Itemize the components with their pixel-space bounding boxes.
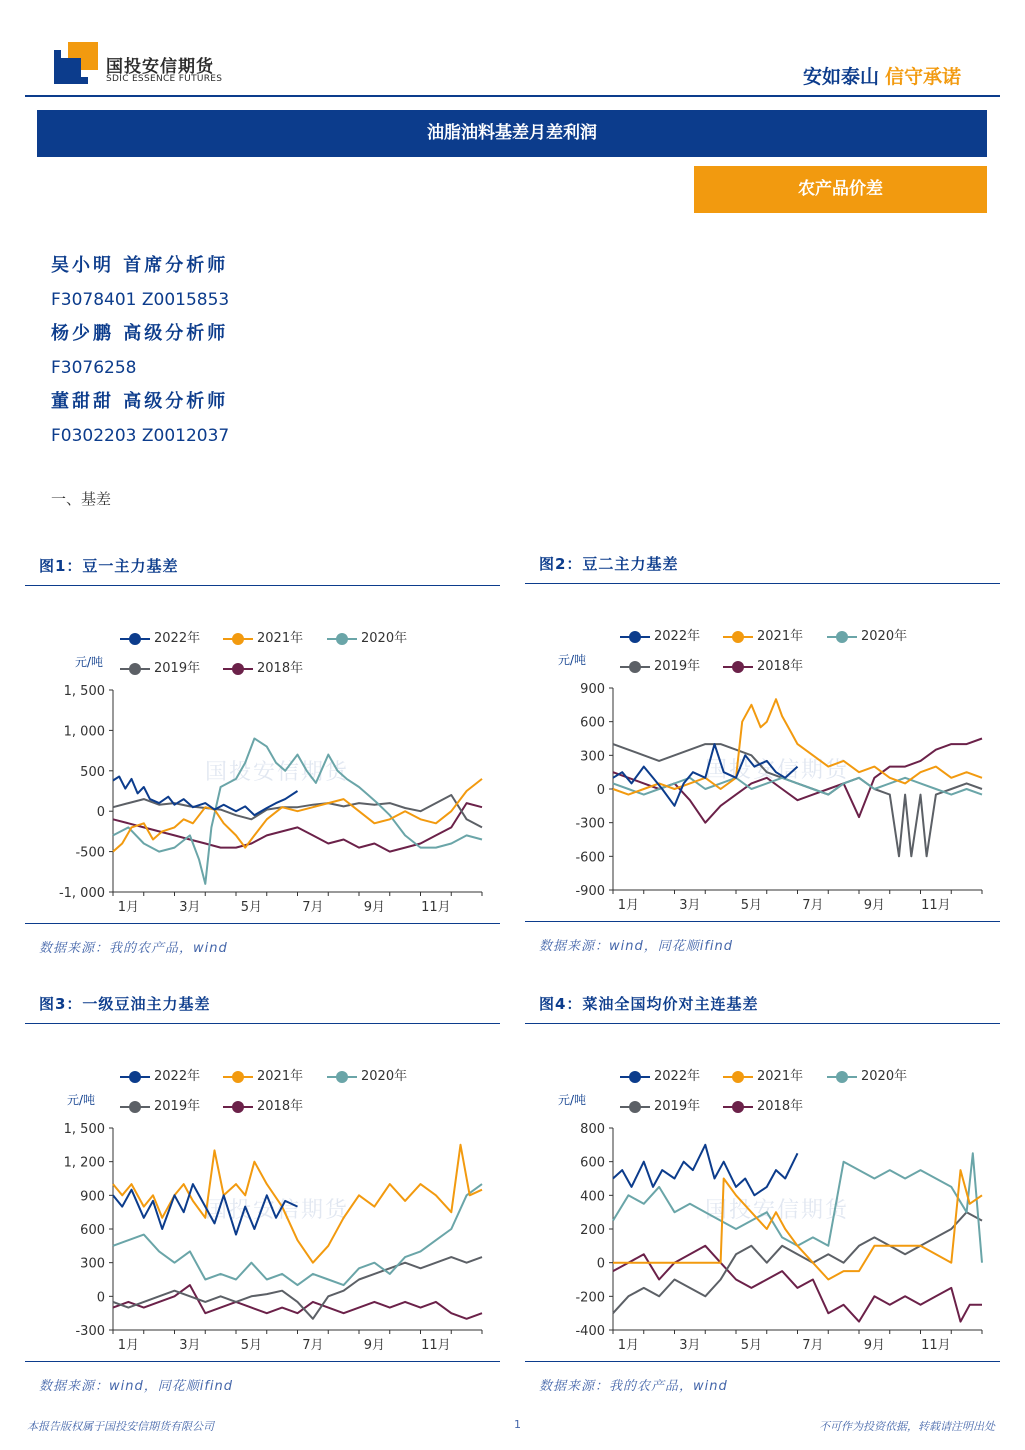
y-tick-label: -400 bbox=[575, 1324, 605, 1339]
x-tick-label: 5月 bbox=[240, 900, 263, 915]
report-title: 油脂油料基差月差利润 bbox=[37, 110, 987, 157]
legend-label: 2020年 bbox=[361, 631, 408, 646]
chart-source: 数据来源：wind，同花顺ifind bbox=[539, 939, 734, 954]
series-line-2020 bbox=[113, 1184, 482, 1285]
chart-rule-bottom bbox=[525, 921, 1000, 922]
chart-plot bbox=[525, 1033, 1000, 1359]
chart-rule-top bbox=[525, 583, 1000, 584]
y-tick-label: 400 bbox=[580, 1189, 605, 1205]
company-logo bbox=[54, 42, 98, 84]
chart-title: 图3：一级豆油主力基差 bbox=[39, 995, 211, 1013]
x-tick-label: 3月 bbox=[179, 900, 201, 915]
y-tick-label: 200 bbox=[580, 1223, 605, 1238]
x-tick-label: 9月 bbox=[863, 898, 886, 913]
legend-label: 2022年 bbox=[654, 629, 701, 644]
y-tick-label: 0 bbox=[596, 783, 605, 798]
y-tick-label: 600 bbox=[580, 1155, 605, 1171]
chart-panel-4 bbox=[525, 993, 1000, 1403]
legend-label: 2020年 bbox=[361, 1069, 408, 1084]
y-tick-label: 900 bbox=[80, 1189, 105, 1205]
analyst-ids: F3078401 Z0015853 bbox=[51, 290, 230, 310]
x-tick-label: 7月 bbox=[802, 898, 824, 913]
x-tick-label: 11月 bbox=[921, 898, 951, 913]
slogan bbox=[803, 62, 961, 89]
analyst-list bbox=[51, 252, 229, 456]
y-tick-label: 300 bbox=[80, 1256, 105, 1272]
y-tick-label: 0 bbox=[96, 805, 105, 821]
x-tick-label: 5月 bbox=[240, 1338, 263, 1353]
analyst-name: 董甜甜 高级分析师 bbox=[51, 391, 229, 412]
x-tick-label: 1月 bbox=[117, 1338, 140, 1353]
y-tick-label: 600 bbox=[580, 715, 605, 731]
category-tag: 农产品价差 bbox=[694, 166, 987, 213]
legend-label: 2022年 bbox=[654, 1069, 701, 1084]
x-tick-label: 5月 bbox=[740, 1338, 763, 1353]
y-tick-label: 600 bbox=[80, 1223, 105, 1238]
y-tick-label: -500 bbox=[75, 845, 105, 861]
x-tick-label: 5月 bbox=[740, 898, 763, 913]
x-tick-label: 3月 bbox=[679, 898, 701, 913]
y-tick-label: -1, 000 bbox=[58, 886, 105, 901]
chart-panel-1 bbox=[25, 555, 500, 965]
y-tick-label: -900 bbox=[575, 884, 605, 899]
legend-label: 2020年 bbox=[861, 1069, 908, 1084]
x-tick-label: 1月 bbox=[117, 900, 140, 915]
series-line-2018 bbox=[613, 739, 982, 823]
chart-unit: 元/吨 bbox=[558, 653, 587, 667]
slogan-part-a: 安如泰山 bbox=[802, 66, 879, 88]
series-line-2022 bbox=[613, 1145, 798, 1196]
y-tick-label: 300 bbox=[580, 749, 605, 765]
legend-label: 2018年 bbox=[257, 1099, 304, 1114]
legend-label: 2022年 bbox=[154, 631, 201, 646]
x-tick-label: 11月 bbox=[921, 1338, 951, 1353]
series-line-2021 bbox=[613, 699, 982, 794]
legend-label: 2019年 bbox=[654, 1099, 701, 1114]
y-tick-label: 1, 000 bbox=[63, 724, 105, 740]
analyst-ids: F0302203 Z0012037 bbox=[51, 426, 230, 446]
y-tick-label: -600 bbox=[575, 850, 605, 866]
legend-label: 2021年 bbox=[757, 1069, 804, 1084]
legend-label: 2022年 bbox=[154, 1069, 201, 1084]
chart-unit: 元/吨 bbox=[67, 1093, 96, 1107]
footer-copyright: 本报告版权属于国投安信期货有限公司 bbox=[27, 1420, 214, 1433]
x-tick-label: 9月 bbox=[863, 1338, 886, 1353]
legend-label: 2019年 bbox=[154, 661, 201, 676]
series-line-2022 bbox=[113, 1184, 298, 1235]
analyst-name: 杨少鹏 高级分析师 bbox=[51, 323, 229, 344]
series-line-2021 bbox=[113, 1145, 482, 1263]
legend-label: 2019年 bbox=[154, 1099, 201, 1114]
chart-rule-bottom bbox=[525, 1361, 1000, 1362]
x-tick-label: 7月 bbox=[302, 900, 324, 915]
y-tick-label: 0 bbox=[96, 1290, 105, 1306]
x-tick-label: 11月 bbox=[421, 900, 451, 915]
x-tick-label: 1月 bbox=[617, 898, 640, 913]
legend-label: 2018年 bbox=[757, 1099, 804, 1114]
analyst-name: 吴小明 首席分析师 bbox=[51, 255, 229, 276]
y-tick-label: 900 bbox=[580, 682, 605, 697]
chart-title: 图1：豆一主力基差 bbox=[39, 557, 179, 575]
chart-title: 图2：豆二主力基差 bbox=[539, 555, 679, 573]
y-tick-label: -200 bbox=[575, 1290, 605, 1306]
chart-plot bbox=[25, 1033, 500, 1359]
series-line-2021 bbox=[613, 1170, 982, 1279]
slogan-part-b: 信守承诺 bbox=[884, 66, 961, 88]
analyst-ids: F3076258 bbox=[51, 358, 137, 378]
x-tick-label: 9月 bbox=[363, 900, 386, 915]
chart-unit: 元/吨 bbox=[558, 1093, 587, 1107]
chart-source: 数据来源：我的农产品，wind bbox=[539, 1379, 728, 1394]
header-divider bbox=[25, 95, 1000, 97]
chart-panel-3 bbox=[25, 993, 500, 1403]
x-tick-label: 11月 bbox=[421, 1338, 451, 1353]
y-tick-label: 1, 200 bbox=[63, 1155, 105, 1171]
y-tick-label: 1, 500 bbox=[63, 1122, 105, 1137]
y-tick-label: 800 bbox=[580, 1122, 605, 1137]
legend-label: 2018年 bbox=[257, 661, 304, 676]
series-line-2018 bbox=[613, 1246, 982, 1322]
y-tick-label: -300 bbox=[75, 1324, 105, 1339]
watermark: 国投安信期货 bbox=[705, 758, 850, 783]
x-tick-label: 3月 bbox=[179, 1338, 201, 1353]
brand-name-en: SDIC ESSENCE FUTURES bbox=[106, 74, 223, 84]
legend-label: 2021年 bbox=[757, 629, 804, 644]
y-tick-label: 1, 500 bbox=[63, 684, 105, 699]
chart-rule-bottom bbox=[25, 923, 500, 924]
x-tick-label: 1月 bbox=[617, 1338, 640, 1353]
chart-rule-top bbox=[25, 585, 500, 586]
chart-source: 数据来源：wind，同花顺ifind bbox=[39, 1379, 234, 1394]
watermark: 国投安信期货 bbox=[205, 760, 350, 785]
legend-label: 2020年 bbox=[861, 629, 908, 644]
legend-label: 2018年 bbox=[757, 659, 804, 674]
legend-label: 2021年 bbox=[257, 631, 304, 646]
brand-name-cn: 国投安信期货 bbox=[106, 57, 214, 77]
page-number: 1 bbox=[514, 1418, 521, 1431]
watermark: 国投安信期货 bbox=[705, 1198, 850, 1223]
x-tick-label: 7月 bbox=[802, 1338, 824, 1353]
x-tick-label: 9月 bbox=[363, 1338, 386, 1353]
chart-plot bbox=[525, 593, 1000, 919]
chart-panel-2 bbox=[525, 553, 1000, 963]
legend-label: 2019年 bbox=[654, 659, 701, 674]
x-tick-label: 7月 bbox=[302, 1338, 324, 1353]
chart-rule-bottom bbox=[25, 1361, 500, 1362]
chart-plot bbox=[25, 595, 500, 921]
footer-disclaimer: 不可作为投资依据，转载请注明出处 bbox=[819, 1420, 995, 1433]
chart-title: 图4：菜油全国均价对主连基差 bbox=[539, 995, 759, 1013]
watermark: 国投安信期货 bbox=[205, 1198, 350, 1223]
y-tick-label: 0 bbox=[596, 1256, 605, 1272]
chart-source: 数据来源：我的农产品，wind bbox=[39, 941, 228, 956]
chart-rule-top bbox=[525, 1023, 1000, 1024]
y-tick-label: -300 bbox=[575, 816, 605, 832]
legend-label: 2021年 bbox=[257, 1069, 304, 1084]
y-tick-label: 500 bbox=[80, 764, 105, 780]
x-tick-label: 3月 bbox=[679, 1338, 701, 1353]
section-heading: 一、基差 bbox=[51, 490, 112, 508]
chart-unit: 元/吨 bbox=[75, 655, 104, 669]
chart-rule-top bbox=[25, 1023, 500, 1024]
series-line-2019 bbox=[113, 1257, 482, 1319]
